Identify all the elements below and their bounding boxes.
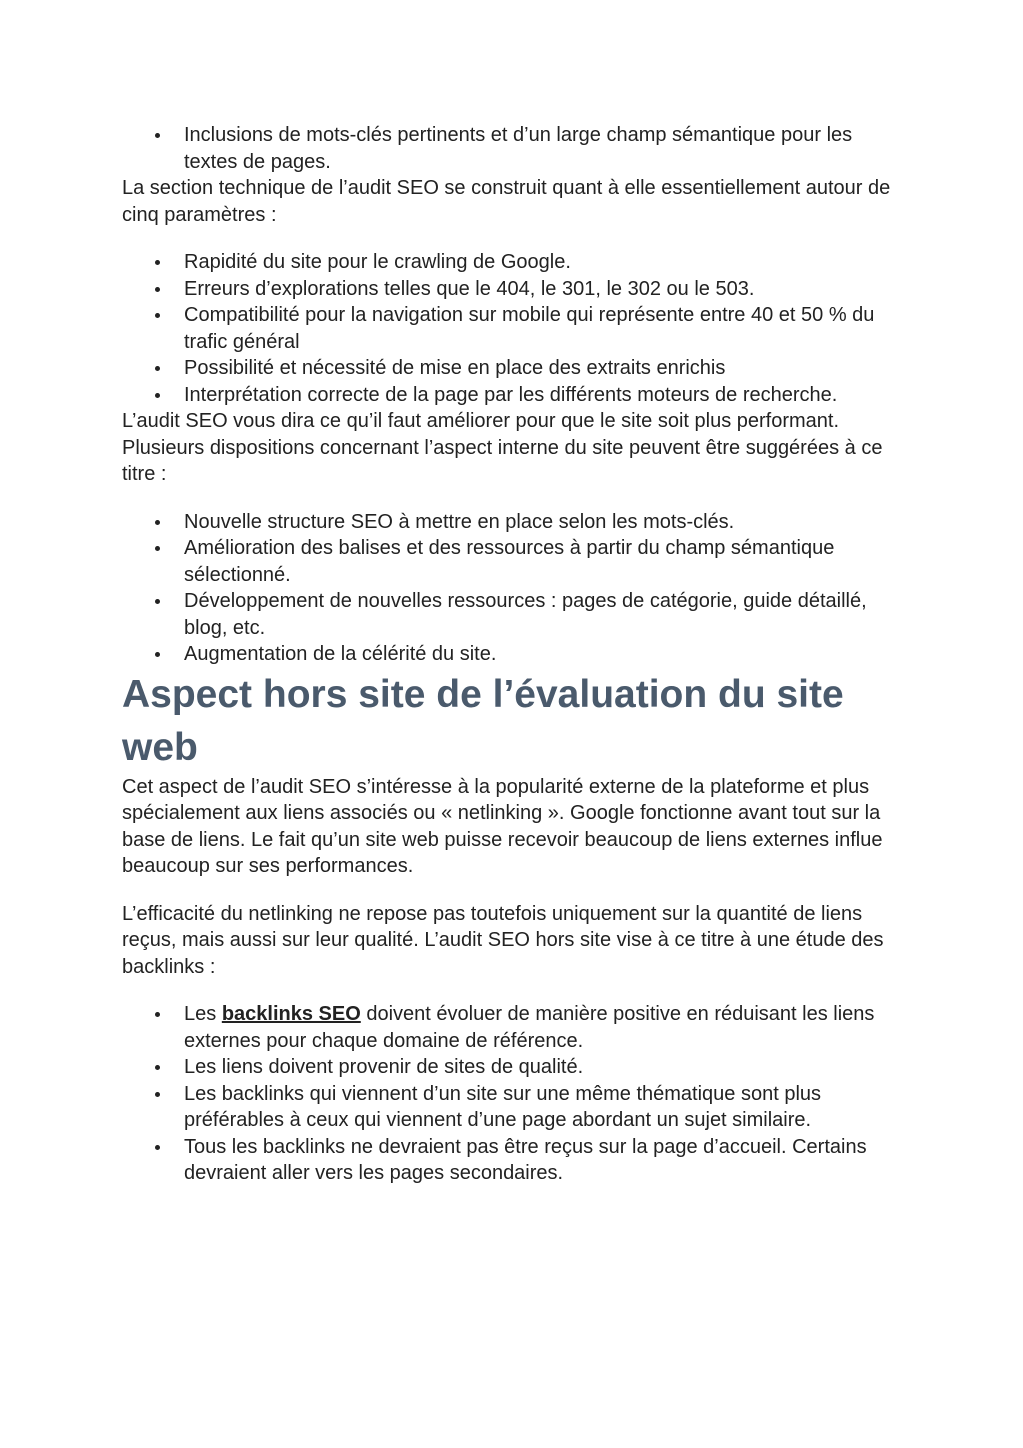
list-item-prefix: Les [184, 1003, 222, 1025]
backlinks-seo-link[interactable]: backlinks SEO [221, 1003, 361, 1025]
improvement-paragraph: L’audit SEO vous dira ce qu’il faut améliorer pour que le site soit plus performant. Plusieurs dispositions concernant l’aspect interne du site peuvent être suggérées à ce titre : [122, 410, 883, 485]
technical-intro-paragraph: La section technique de l’audit SEO se construit quant à elle essentiellement autour de cinq paramètres : [122, 177, 891, 226]
section-heading-offsite: Aspect hors site de l’évaluation du site web [122, 672, 844, 769]
list-item: Erreurs d’explorations telles que le 404, le 301, le 302 ou le 503. [122, 276, 902, 303]
list-item: Inclusions de mots-clés pertinents et d’un large champ sémantique pour les textes de pages. [122, 122, 902, 175]
list-item: Les liens doivent provenir de sites de qualité. [122, 1054, 902, 1081]
offsite-paragraph-2: L’efficacité du netlinking ne repose pas toutefois uniquement sur la quantité de liens reçus, mais aussi sur leur qualité. L’audit SEO hors site vise à ce titre à une étude des backlinks : [122, 902, 884, 978]
list-item: Interprétation correcte de la page par les différents moteurs de recherche. [122, 382, 902, 409]
list-item [122, 1001, 902, 1054]
list-item: Tous les backlinks ne devraient pas être reçus sur la page d’accueil. Certains devraient aller vers les pages secondaires. [122, 1134, 902, 1187]
offsite-paragraph-1: Cet aspect de l’audit SEO s’intéresse à la popularité externe de la plateforme et plus spécialement aux liens associés ou « netlinking ». Google fonctionne avant tout sur la base de liens. Le fait qu’un site web puisse recevoir beaucoup de liens externes influe beaucoup sur ses performances. [122, 775, 883, 877]
improvement-list [122, 509, 902, 668]
list-item: Nouvelle structure SEO à mettre en place selon les mots-clés. [122, 509, 902, 536]
list-item: Possibilité et nécessité de mise en place des extraits enrichis [122, 355, 902, 382]
list-item: Rapidité du site pour le crawling de Google. [122, 249, 902, 276]
document-page [122, 122, 902, 1187]
list-item: Augmentation de la célérité du site. [122, 641, 902, 668]
keyword-list [122, 122, 902, 175]
list-item: Développement de nouvelles ressources : pages de catégorie, guide détaillé, blog, etc. [122, 588, 902, 641]
list-item: Compatibilité pour la navigation sur mobile qui représente entre 40 et 50 % du trafic général [122, 302, 902, 355]
backlinks-list [122, 1001, 902, 1187]
list-item-suffix: doivent évoluer de manière positive en réduisant les liens externes pour chaque domaine de référence. [184, 1003, 875, 1052]
list-item: Les backlinks qui viennent d’un site sur une même thématique sont plus préférables à ceux qui viennent d’une page abordant un sujet similaire. [122, 1081, 902, 1134]
list-item: Amélioration des balises et des ressources à partir du champ sémantique sélectionné. [122, 535, 902, 588]
technical-parameters-list [122, 249, 902, 408]
